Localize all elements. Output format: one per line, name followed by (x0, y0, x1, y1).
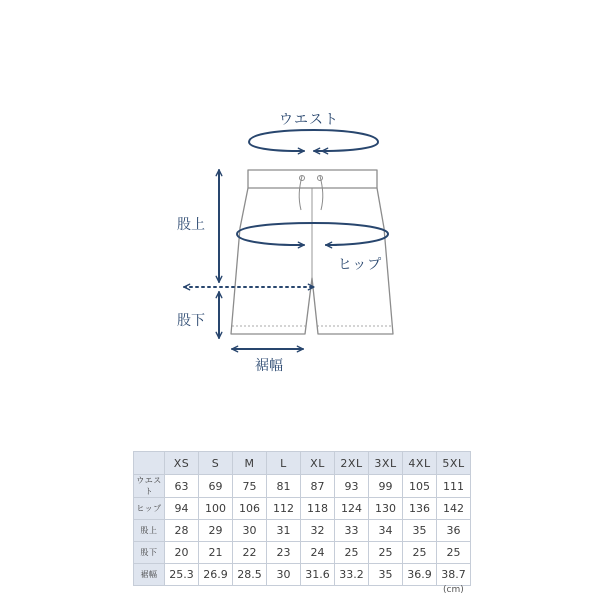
row-label: 股下 (134, 542, 165, 564)
table-cell: 33.2 (335, 564, 369, 586)
table-cell: 38.7 (437, 564, 471, 586)
waist-arrow (249, 130, 378, 151)
row-label: ヒップ (134, 498, 165, 520)
table-row-hem-width (134, 564, 471, 586)
unit-note: (cm) (443, 585, 464, 595)
table-cell: 25 (403, 542, 437, 564)
hem-width-label: 裾幅 (255, 358, 283, 374)
table-cell: 29 (199, 520, 233, 542)
table-cell: 25.3 (165, 564, 199, 586)
table-cell: 100 (199, 498, 233, 520)
table-cell: 25 (437, 542, 471, 564)
table-cell: 31 (267, 520, 301, 542)
table-row-hip (134, 498, 471, 520)
size-header: 3XL (369, 452, 403, 475)
table-cell: 25 (335, 542, 369, 564)
table-cell: 118 (301, 498, 335, 520)
table-cell: 87 (301, 475, 335, 498)
table-cell: 20 (165, 542, 199, 564)
size-header: 2XL (335, 452, 369, 475)
table-cell: 24 (301, 542, 335, 564)
hip-label: ヒップ (337, 257, 383, 273)
table-cell: 35 (403, 520, 437, 542)
table-cell: 81 (267, 475, 301, 498)
table-cell: 106 (233, 498, 267, 520)
table-cell: 21 (199, 542, 233, 564)
table-cell: 32 (301, 520, 335, 542)
table-cell: 25 (369, 542, 403, 564)
table-cell: 35 (369, 564, 403, 586)
table-cell: 26.9 (199, 564, 233, 586)
table-cell: 22 (233, 542, 267, 564)
table-cell: 63 (165, 475, 199, 498)
row-label: 裾幅 (134, 564, 165, 586)
table-cell: 94 (165, 498, 199, 520)
table-row-inseam (134, 542, 471, 564)
size-header: 4XL (403, 452, 437, 475)
table-cell: 33 (335, 520, 369, 542)
table-cell: 99 (369, 475, 403, 498)
waist-label: ウエスト (279, 112, 339, 128)
size-header: S (199, 452, 233, 475)
table-cell: 69 (199, 475, 233, 498)
table-cell: 124 (335, 498, 369, 520)
table-cell: 105 (403, 475, 437, 498)
table-cell: 28 (165, 520, 199, 542)
table-cell: 142 (437, 498, 471, 520)
row-label: ウエスト (134, 475, 165, 498)
inseam-label: 股下 (177, 313, 205, 329)
table-cell: 130 (369, 498, 403, 520)
corner-cell (134, 452, 165, 475)
table-cell: 23 (267, 542, 301, 564)
measurement-marks (184, 130, 388, 349)
rise-label: 股上 (177, 217, 205, 233)
table-cell: 112 (267, 498, 301, 520)
size-header: M (233, 452, 267, 475)
table-cell: 30 (267, 564, 301, 586)
table-cell: 34 (369, 520, 403, 542)
size-header-row (134, 452, 471, 475)
size-header: 5XL (437, 452, 471, 475)
size-header: XS (165, 452, 199, 475)
table-cell: 36.9 (403, 564, 437, 586)
shorts-illustration (231, 170, 393, 334)
row-label: 股上 (134, 520, 165, 542)
size-header: L (267, 452, 301, 475)
table-row-rise (134, 520, 471, 542)
table-cell: 36 (437, 520, 471, 542)
table-cell: 75 (233, 475, 267, 498)
table-cell: 31.6 (301, 564, 335, 586)
table-row-waist (134, 475, 471, 498)
table-cell: 28.5 (233, 564, 267, 586)
size-header: XL (301, 452, 335, 475)
hip-arrow (237, 223, 388, 245)
table-cell: 136 (403, 498, 437, 520)
table-cell: 93 (335, 475, 369, 498)
table-cell: 111 (437, 475, 471, 498)
table-cell: 30 (233, 520, 267, 542)
size-table (133, 451, 471, 586)
